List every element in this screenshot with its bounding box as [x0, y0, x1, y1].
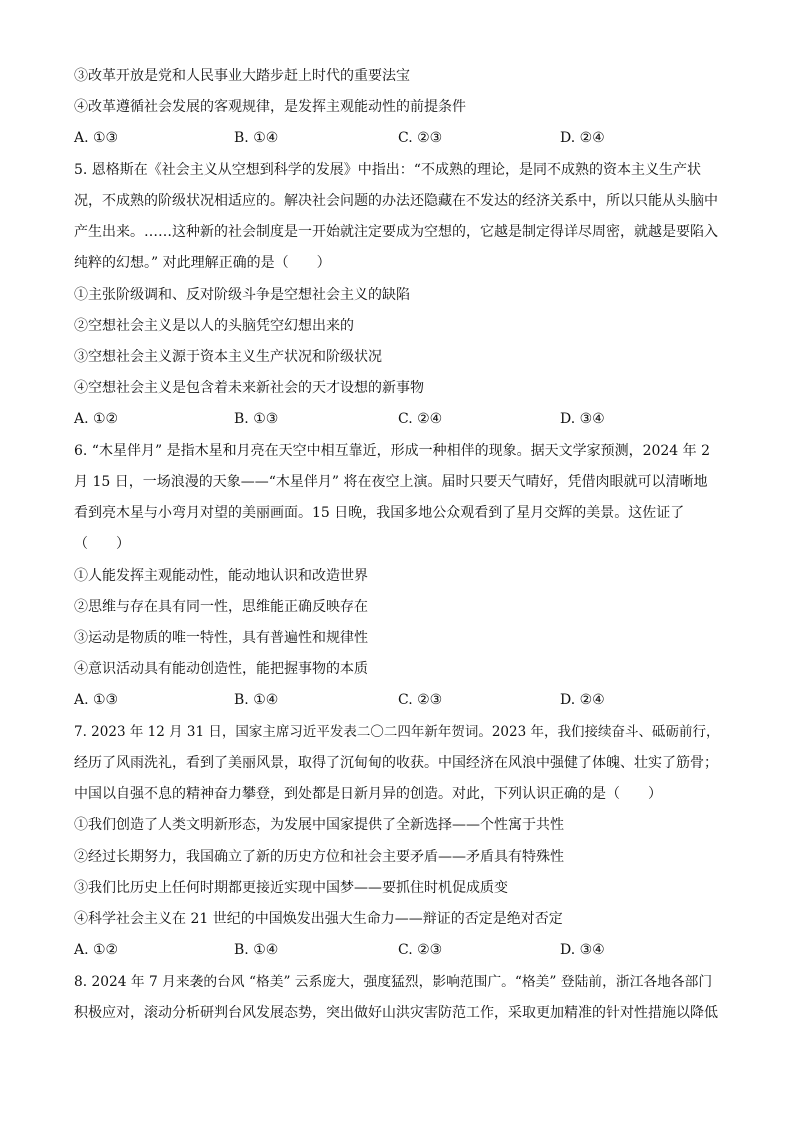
q4-option-a: A. ①③ [74, 130, 119, 146]
q7-option-d: D. ③④ [560, 942, 605, 958]
q4-option-c: C. ②③ [398, 130, 443, 146]
q6-item-2: ②思维与存在具有同一性，思维能正确反映存在 [74, 599, 368, 615]
q7-stem-line-3: 中国以自强不息的精神奋力攀登，到处都是日新月异的创造。对此，下列认识正确的是（ ） [74, 786, 662, 802]
q5-option-a: A. ①② [74, 411, 119, 427]
q7-item-3: ③我们比历史上任何时期都更接近实现中国梦——要抓住时机促成质变 [74, 880, 508, 896]
q5-stem-line-1: 5. 恩格斯在《社会主义从空想到科学的发展》中指出：“不成熟的理论，是同不成熟的资本主义生产状 [74, 162, 701, 178]
q4-option-b: B. ①④ [234, 130, 279, 146]
q6-options [74, 690, 722, 710]
q5-item-3: ③空想社会主义源于资本主义生产状况和阶级状况 [74, 349, 382, 365]
q8-stem-line-1: 8. 2024 年 7 月来袭的台风 “格美” 云系庞大，强度猛烈，影响范围广。“格美” 登陆前，浙江各地各部门 [74, 974, 713, 990]
q7-options [74, 940, 722, 960]
q5-stem-line-4: 纯粹的幻想。” 对此理解正确的是（ ） [74, 255, 331, 271]
q5-item-1: ①主张阶级调和、反对阶级斗争是空想社会主义的缺陷 [74, 287, 410, 303]
q5-item-2: ②空想社会主义是以人的头脑凭空幻想出来的 [74, 318, 354, 334]
q5-stem-line-3: 产生出来。……这种新的社会制度是一开始就注定要成为空想的，它越是制定得详尽周密，就越是要陷入 [74, 224, 718, 240]
q4-item-4: ④改革遵循社会发展的客观规律，是发挥主观能动性的前提条件 [74, 99, 466, 115]
q6-option-a: A. ①③ [74, 692, 119, 708]
q4-option-d: D. ②④ [560, 130, 605, 146]
q7-item-1: ①我们创造了人类文明新形态，为发展中国家提供了全新选择——个性寓于共性 [74, 817, 564, 833]
q4-item-3: ③改革开放是党和人民事业大踏步赶上时代的重要法宝 [74, 68, 410, 84]
q6-item-4: ④意识活动具有能动创造性，能把握事物的本质 [74, 661, 368, 677]
q5-options [74, 409, 722, 429]
q7-option-b: B. ①④ [234, 942, 279, 958]
q7-item-2: ②经过长期努力，我国确立了新的历史方位和社会主要矛盾——矛盾具有特殊性 [74, 849, 564, 865]
q6-item-1: ①人能发挥主观能动性，能动地认识和改造世界 [74, 568, 368, 584]
q7-item-4: ④科学社会主义在 21 世纪的中国焕发出强大生命力——辩证的否定是绝对否定 [74, 911, 563, 927]
q6-stem-line-4: （ ） [74, 536, 130, 552]
q8-stem-line-2: 积极应对，滚动分析研判台风发展态势，突出做好山洪灾害防范工作，采取更加精准的针对性措施以降低 [74, 1005, 718, 1021]
q5-option-d: D. ③④ [560, 411, 605, 427]
q6-option-b: B. ①④ [234, 692, 279, 708]
q6-item-3: ③运动是物质的唯一特性，具有普遍性和规律性 [74, 630, 368, 646]
q7-option-a: A. ①② [74, 942, 119, 958]
q7-option-c: C. ②③ [398, 942, 443, 958]
q6-option-d: D. ②④ [560, 692, 605, 708]
q5-option-c: C. ②④ [398, 411, 443, 427]
q6-option-c: C. ②③ [398, 692, 443, 708]
q5-item-4: ④空想社会主义是包含着未来新社会的天才设想的新事物 [74, 380, 424, 396]
q4-options [74, 128, 722, 148]
q6-stem-line-2: 月 15 日，一场浪漫的天象——“木星伴月” 将在夜空上演。届时只要天气晴好，凭借肉眼就可以清晰地 [74, 474, 708, 490]
q5-stem-line-2: 况，不成熟的阶级状况相适应的。解决社会问题的办法还隐藏在不发达的经济关系中，所以只能从头脑中 [74, 193, 718, 209]
q6-stem-line-1: 6. “木星伴月” 是指木星和月亮在天空中相互靠近，形成一种相伴的现象。据天文学家预测，2024 年 2 [74, 443, 711, 459]
q6-stem-line-3: 看到亮木星与小弯月对望的美丽画面。15 日晚，我国多地公众观看到了星月交辉的美景。这佐证了 [74, 505, 685, 521]
q7-stem-line-1: 7. 2023 年 12 月 31 日，国家主席习近平发表二〇二四年新年贺词。2023 年，我们接续奋斗、砥砺前行， [74, 724, 720, 740]
q5-option-b: B. ①③ [234, 411, 279, 427]
q7-stem-line-2: 经历了风雨洗礼，看到了美丽风景，取得了沉甸甸的收获。中国经济在风浪中强健了体魄、壮实了筋骨； [74, 755, 718, 771]
